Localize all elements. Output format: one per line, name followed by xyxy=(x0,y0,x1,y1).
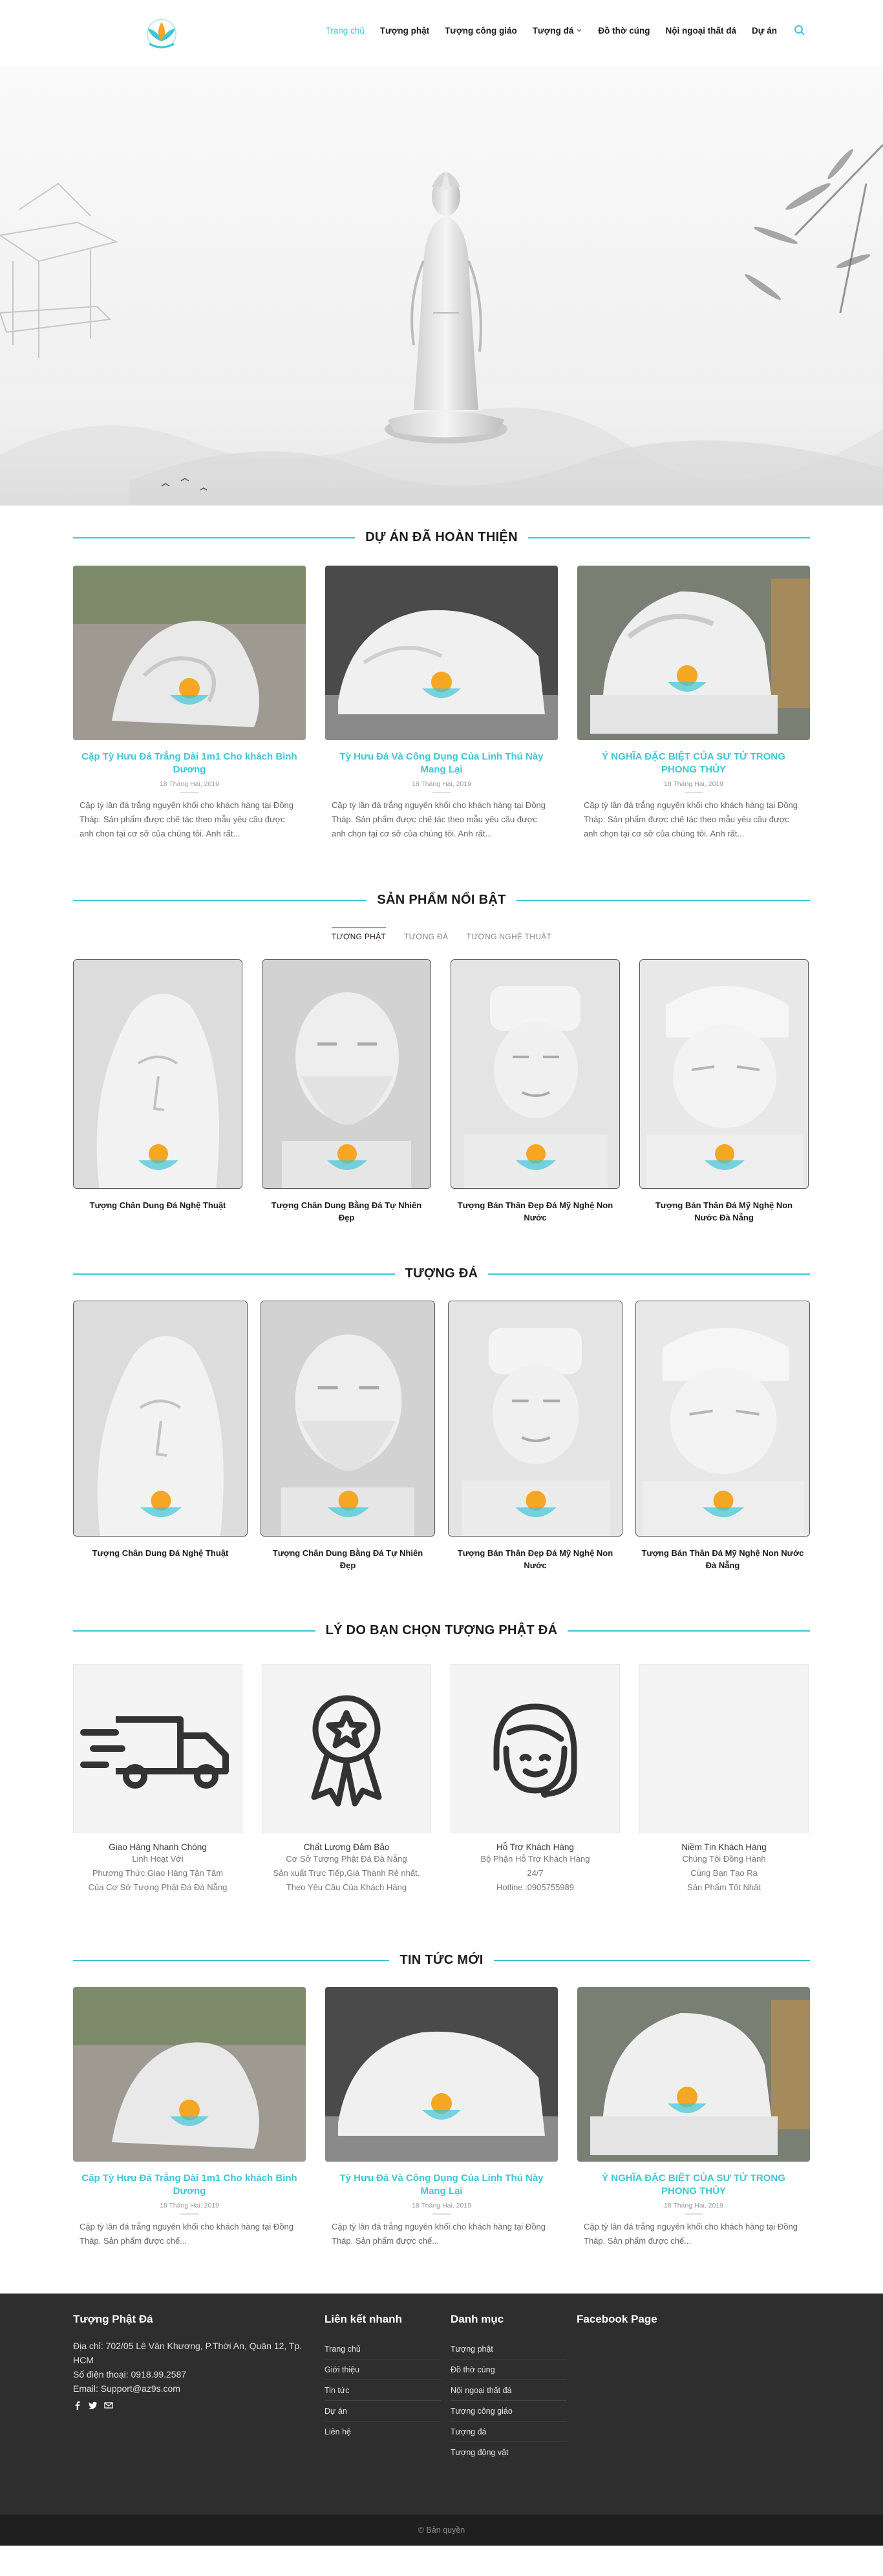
divider xyxy=(494,1960,810,1961)
news-card[interactable] xyxy=(325,1987,558,2248)
footer-email[interactable]: Email: Support@az9s.com xyxy=(73,2383,180,2394)
stone-heading: TƯỢNG ĐÁ xyxy=(405,1266,478,1281)
footer-quick-links xyxy=(324,2313,441,2442)
social-links xyxy=(73,2401,306,2410)
main-nav xyxy=(310,25,805,36)
featured-products-grid xyxy=(73,959,810,1224)
news-excerpt: Cặp tỳ lân đá trắng nguyên khối cho khách hàng tại Đồng Tháp. Sản phẩm được chế... xyxy=(80,2222,294,2246)
product-image[interactable] xyxy=(73,959,242,1189)
footer-cat-animal[interactable]: Tượng động vật xyxy=(451,2448,509,2457)
product-card[interactable] xyxy=(262,959,431,1224)
product-title[interactable]: Tượng Bán Thân Đẹp Đá Mỹ Nghệ Non Nước xyxy=(457,1548,613,1570)
divider xyxy=(528,537,810,538)
project-excerpt: Cặp tỳ lân đá trắng nguyên khối cho khách hàng tại Đồng Tháp. Sản phẩm được chế tác theo mẫu yêu cầu được anh chọn tại cơ sở của chúng tôi. Anh rất... xyxy=(584,800,798,838)
reason-line: Hotline :0905755989 xyxy=(496,1882,574,1892)
reason-title: Giao Hàng Nhanh Chóng xyxy=(109,1842,207,1852)
product-title[interactable]: Tượng Bán Thân Đá Mỹ Nghệ Non Nước Đà Nẵng xyxy=(655,1200,793,1222)
reason-title: Niềm Tin Khách Hàng xyxy=(681,1842,767,1852)
portrait-statue-image xyxy=(74,1301,248,1537)
lion-statue-image xyxy=(577,1987,810,2162)
footer-cat-stone[interactable]: Tượng đá xyxy=(451,2422,567,2442)
tab-buddha[interactable]: TƯỢNG PHẬT xyxy=(332,927,386,946)
footer-cat-catholic[interactable]: Tượng công giáo xyxy=(451,2401,567,2422)
project-title[interactable]: Cặp Tỳ Hưu Đá Trắng Dài 1m1 Cho khách Bình Dương xyxy=(81,751,297,775)
reason-line: Theo Yêu Cầu Của Khách Hàng xyxy=(286,1882,407,1892)
copyright-bar xyxy=(0,2515,883,2546)
reason-card xyxy=(73,1664,242,1895)
product-title[interactable]: Tượng Bán Thân Đẹp Đá Mỹ Nghệ Non Nước xyxy=(457,1200,613,1222)
footer-cats-title: Danh mục xyxy=(451,2313,504,2325)
news-date: 18 Tháng Hai, 2019 xyxy=(159,2202,220,2209)
product-image[interactable] xyxy=(451,959,620,1189)
divider xyxy=(73,537,355,538)
divider xyxy=(568,1630,810,1632)
nav-interior-exterior[interactable]: Nội ngoại thất đá xyxy=(665,25,736,36)
projects-section-title xyxy=(73,530,810,545)
divider xyxy=(73,900,367,901)
reason-card xyxy=(262,1664,431,1895)
chevron-down-icon xyxy=(576,27,582,34)
news-title[interactable]: Cặp Tỳ Hưu Đá Trắng Dài 1m1 Cho khách Bình Dương xyxy=(81,2173,297,2197)
tab-stone[interactable]: TƯỢNG ĐÁ xyxy=(404,932,449,941)
news-card[interactable] xyxy=(577,1987,810,2248)
search-icon[interactable] xyxy=(794,25,805,36)
news-date: 18 Tháng Hai, 2019 xyxy=(411,2202,472,2209)
reason-line: Cơ Sở Tượng Phật Đá Đà Nẵng xyxy=(286,1854,407,1864)
product-title[interactable]: Tượng Chân Dung Bằng Đá Tự Nhiên Đẹp xyxy=(271,1200,422,1222)
hero-banner xyxy=(0,67,883,506)
nav-stone-statues[interactable] xyxy=(533,26,583,36)
news-date: 18 Tháng Hai, 2019 xyxy=(663,2202,724,2209)
reasons-heading: LÝ DO BẠN CHỌN TƯỢNG PHẬT ĐÁ xyxy=(325,1623,558,1637)
reason-line: Bộ Phận Hỗ Trợ Khách Hàng xyxy=(480,1854,590,1864)
reason-card xyxy=(639,1664,809,1895)
project-card[interactable] xyxy=(577,566,810,841)
news-image[interactable] xyxy=(325,1987,558,2162)
footer-about xyxy=(73,2313,306,2410)
facebook-icon[interactable] xyxy=(73,2401,82,2410)
project-date: 18 Tháng Hai, 2019 xyxy=(663,780,724,788)
pixiu-statue-image xyxy=(325,1987,558,2162)
hat-bust-image xyxy=(449,1301,622,1537)
email-icon[interactable] xyxy=(104,2401,113,2410)
news-grid xyxy=(73,1987,810,2248)
reason-line: Của Cơ Sở Tượng Phật Đá Đà Nẵng xyxy=(88,1882,228,1892)
project-card[interactable] xyxy=(325,566,558,841)
divider xyxy=(488,1273,810,1275)
portrait-statue-image xyxy=(74,960,242,1189)
divider xyxy=(73,1273,395,1275)
reason-line: Sản Phẩm Tốt Nhất xyxy=(687,1882,761,1892)
product-image[interactable] xyxy=(639,959,809,1189)
footer-address: Địa chỉ: 702/05 Lê Văn Khương, P.Thới An, Quận 12, Tp. HCM xyxy=(73,2341,303,2365)
news-heading: TIN TỨC MỚI xyxy=(399,1953,484,1967)
site-header xyxy=(0,0,883,67)
reason-icon-box xyxy=(639,1664,809,1833)
reason-title: Chất Lượng Đảm Bảo xyxy=(303,1842,390,1852)
reasons-grid xyxy=(73,1664,810,1895)
quality-badge-icon xyxy=(298,1690,395,1807)
reason-line: Sản xuất Trực Tiếp,Giá Thành Rẻ nhất. xyxy=(273,1868,420,1878)
product-title[interactable]: Tượng Chân Dung Đá Nghệ Thuật xyxy=(92,1548,229,1558)
reason-card xyxy=(451,1664,620,1895)
footer-link-news[interactable]: Tin tức xyxy=(324,2380,441,2401)
product-image[interactable] xyxy=(261,1301,435,1537)
project-image[interactable] xyxy=(73,566,306,740)
footer-about-title: Tượng Phật Đá xyxy=(73,2313,153,2325)
nav-stone-statues-label: Tượng đá xyxy=(532,25,574,36)
reason-line: Chúng Tôi Đồng Hành xyxy=(682,1854,766,1864)
nav-projects[interactable]: Dự án xyxy=(751,25,777,36)
product-title[interactable]: Tượng Chân Dung Bằng Đá Tự Nhiên Đẹp xyxy=(272,1548,423,1570)
nav-home[interactable]: Trang chủ xyxy=(325,25,365,36)
reason-icon-box xyxy=(451,1664,620,1833)
product-card[interactable] xyxy=(261,1301,435,1571)
divider xyxy=(180,2213,198,2215)
news-title[interactable]: Tỳ Hưu Đá Và Công Dụng Của Linh Thú Này Mang Lại xyxy=(339,2173,544,2197)
delivery-truck-icon xyxy=(77,1700,239,1797)
footer-facebook xyxy=(577,2313,657,2339)
project-title[interactable]: Tỳ Hưu Đá Và Công Dụng Của Linh Thú Này Mang Lại xyxy=(339,751,544,775)
scarf-bust-image xyxy=(640,960,809,1189)
product-image[interactable] xyxy=(448,1301,622,1537)
footer-categories xyxy=(451,2313,567,2462)
product-card[interactable] xyxy=(73,959,242,1224)
site-footer xyxy=(0,2294,883,2515)
footer-link-about[interactable]: Giới thiệu xyxy=(324,2359,441,2380)
hero-illustration xyxy=(0,67,883,506)
nav-worship-items[interactable]: Đồ thờ cúng xyxy=(598,25,650,36)
news-excerpt: Cặp tỳ lân đá trắng nguyên khối cho khách hàng tại Đồng Tháp. Sản phẩm được chế... xyxy=(332,2222,546,2246)
product-card[interactable] xyxy=(448,1301,622,1571)
featured-tabs xyxy=(0,927,883,946)
reason-line: Linh Hoạt Với xyxy=(132,1854,184,1864)
divider xyxy=(516,900,810,901)
news-excerpt: Cặp tỳ lân đá trắng nguyên khối cho khách hàng tại Đồng Tháp. Sản phẩm được chế... xyxy=(584,2222,798,2246)
divider xyxy=(73,1630,315,1632)
divider xyxy=(73,1960,389,1961)
reason-title: Hỗ Trợ Khách Hàng xyxy=(496,1842,574,1852)
scarf-bust-image xyxy=(636,1301,810,1537)
bearded-bust-image xyxy=(261,1301,435,1537)
nav-catholic-statues[interactable]: Tượng công giáo xyxy=(445,25,517,36)
footer-link-projects[interactable]: Dự án xyxy=(324,2401,441,2422)
project-image[interactable] xyxy=(325,566,558,740)
copyright-text: © Bản quyền xyxy=(418,2526,465,2535)
nav-buddha-statues[interactable]: Tượng phật xyxy=(379,25,430,36)
projects-heading: DỰ ÁN ĐÃ HOÀN THIỆN xyxy=(365,530,518,544)
product-image[interactable] xyxy=(262,959,431,1189)
lion-statue-image xyxy=(577,566,810,740)
customer-support-icon xyxy=(477,1694,593,1804)
product-card[interactable] xyxy=(639,959,809,1224)
footer-cat-interior[interactable]: Nội ngoại thất đá xyxy=(451,2380,567,2401)
reasons-section-title xyxy=(73,1623,810,1638)
product-title[interactable]: Tượng Bán Thân Đá Mỹ Nghệ Non Nước Đà Nẵng xyxy=(641,1548,804,1570)
tab-art[interactable]: TƯỢNG NGHỆ THUẬT xyxy=(466,932,552,941)
reason-line: Cùng Bạn Tạo Ra xyxy=(690,1868,758,1878)
footer-cat-worship[interactable]: Đồ thờ cúng xyxy=(451,2359,567,2380)
stone-section-title xyxy=(73,1266,810,1281)
divider xyxy=(685,2213,703,2215)
product-card[interactable] xyxy=(73,1301,248,1571)
footer-cat-buddha[interactable]: Tượng phật xyxy=(451,2339,567,2359)
project-title[interactable]: Ý NGHĨA ĐẶC BIỆT CỦA SƯ TỬ TRONG PHONG THỦY xyxy=(602,751,785,775)
news-image[interactable] xyxy=(73,1987,306,2162)
footer-links-title: Liên kết nhanh xyxy=(324,2313,402,2325)
hat-bust-image xyxy=(451,960,620,1189)
project-date: 18 Tháng Hai, 2019 xyxy=(411,780,472,788)
twitter-icon[interactable] xyxy=(89,2401,98,2410)
reason-icon-box xyxy=(262,1664,431,1833)
news-image[interactable] xyxy=(577,1987,810,2162)
stone-products-grid xyxy=(73,1301,810,1571)
divider xyxy=(180,792,198,793)
project-image[interactable] xyxy=(577,566,810,740)
divider xyxy=(685,792,703,793)
project-card[interactable] xyxy=(73,566,306,841)
featured-heading: SẢN PHẨM NỔI BẬT xyxy=(377,893,506,907)
product-title[interactable]: Tượng Chân Dung Đá Nghệ Thuật xyxy=(89,1200,226,1210)
divider xyxy=(432,792,451,793)
reason-line: Phương Thức Giao Hàng Tận Tâm xyxy=(92,1868,224,1878)
lotus-logo-icon[interactable] xyxy=(140,16,183,53)
project-excerpt: Cặp tỳ lân đá trắng nguyên khối cho khách hàng tại Đồng Tháp. Sản phẩm được chế tác theo mẫu yêu cầu được anh chọn tại cơ sở của chúng tôi. Anh rất... xyxy=(80,800,294,838)
product-image[interactable] xyxy=(635,1301,810,1537)
footer-link-contact[interactable]: Liên hệ xyxy=(324,2427,352,2436)
footer-phone[interactable]: Số điện thoại: 0918.99.2587 xyxy=(73,2369,187,2379)
project-excerpt: Cặp tỳ lân đá trắng nguyên khối cho khách hàng tại Đồng Tháp. Sản phẩm được chế tác theo mẫu yêu cầu được anh chọn tại cơ sở của chúng tôi. Anh rất... xyxy=(332,800,546,838)
divider xyxy=(432,2213,451,2215)
project-date: 18 Tháng Hai, 2019 xyxy=(159,780,220,788)
qilin-statue-image xyxy=(73,566,306,740)
product-card[interactable] xyxy=(635,1301,810,1571)
pixiu-statue-image xyxy=(325,566,558,740)
featured-section-title xyxy=(73,893,810,908)
projects-grid xyxy=(73,566,810,841)
news-section-title xyxy=(73,1953,810,1968)
news-title[interactable]: Ý NGHĨA ĐẶC BIỆT CỦA SƯ TỬ TRONG PHONG THỦY xyxy=(602,2173,785,2197)
reason-icon-box xyxy=(73,1664,242,1833)
footer-fb-title: Facebook Page xyxy=(577,2313,657,2325)
reason-line: 24/7 xyxy=(527,1868,544,1878)
footer-link-home[interactable]: Trang chủ xyxy=(324,2339,441,2359)
bearded-bust-image xyxy=(262,960,431,1189)
news-card[interactable] xyxy=(73,1987,306,2248)
qilin-statue-image xyxy=(73,1987,306,2162)
product-card[interactable] xyxy=(451,959,620,1224)
product-image[interactable] xyxy=(73,1301,248,1537)
